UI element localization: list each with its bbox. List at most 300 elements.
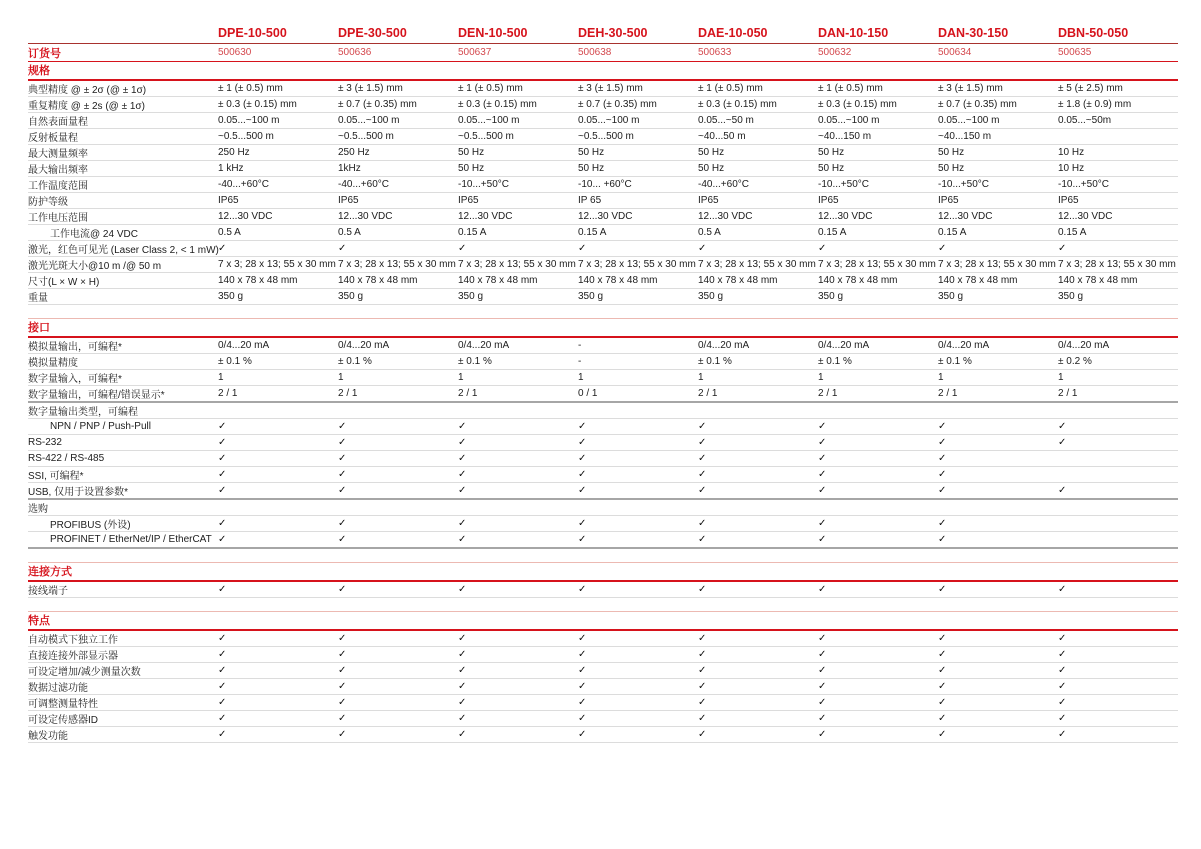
cell-value: ± 3 (± 1.5) mm [938, 83, 1003, 94]
cell-value: IP65 [338, 195, 359, 206]
column-header-model: DEH-30-500 [578, 26, 648, 40]
check-icon: ✓ [698, 518, 707, 529]
row-label: NPN / PNP / Push-Pull [50, 421, 151, 432]
cell-value: 0/4...20 mA [458, 340, 510, 351]
check-icon: ✓ [1058, 421, 1067, 432]
check-icon: ✓ [938, 534, 947, 545]
check-icon: ✓ [938, 681, 947, 692]
cell-value: ± 1.8 (± 0.9) mm [1058, 99, 1132, 110]
check-icon: ✓ [578, 713, 587, 724]
cell-value: 50 Hz [698, 163, 725, 174]
cell-value: ± 0.3 (± 0.15) mm [458, 99, 537, 110]
cell-value: ± 0.1 % [938, 356, 972, 367]
check-icon: ✓ [578, 485, 587, 496]
check-icon: ✓ [338, 534, 347, 545]
check-icon: ✓ [218, 243, 227, 254]
order-number-value: 500632 [818, 47, 852, 58]
row-label: 尺寸(L × W × H) [28, 277, 100, 288]
order-number-value: 500633 [698, 47, 732, 58]
check-icon: ✓ [1058, 437, 1067, 448]
check-icon: ✓ [818, 633, 827, 644]
row-label: 典型精度 @ ± 2σ (@ ± 1σ) [28, 85, 147, 96]
cell-value: ± 0.1 % [818, 356, 852, 367]
table-row [28, 225, 1178, 241]
cell-value: ± 0.1 % [338, 356, 372, 367]
cell-value: ± 5 (± 2.5) mm [1058, 83, 1123, 94]
order-number-value: 500637 [458, 47, 492, 58]
section-title-interface: 接口 [28, 319, 1178, 338]
check-icon: ✓ [938, 633, 947, 644]
cell-value: 350 g [698, 291, 724, 302]
check-icon: ✓ [458, 469, 467, 480]
cell-value: -40...+60°C [218, 179, 269, 190]
section-specs [28, 62, 1178, 305]
cell-value: ~40...150 m [818, 131, 872, 142]
table-row [28, 81, 1178, 97]
cell-value: ~0.5...500 m [338, 131, 394, 142]
cell-value: ± 0.1 % [698, 356, 732, 367]
cell-value: -10... +60°C [578, 179, 632, 190]
cell-value: IP65 [698, 195, 719, 206]
cell-value: 350 g [818, 291, 844, 302]
row-label: PROFIBUS (外设) [50, 520, 131, 531]
table-row [28, 451, 1178, 467]
cell-value: IP65 [1058, 195, 1079, 206]
cell-value: ± 3 (± 1.5) mm [578, 83, 643, 94]
row-label: PROFINET / EtherNet/IP / EtherCAT [50, 534, 212, 545]
row-label: 数字量输入，可编程* [28, 374, 122, 385]
check-icon: ✓ [578, 453, 587, 464]
column-header-model: DPE-30-500 [338, 26, 407, 40]
cell-value: 1 [218, 372, 224, 383]
row-label: 工作电压范围 [28, 213, 88, 224]
check-icon: ✓ [218, 421, 227, 432]
check-icon: ✓ [578, 649, 587, 660]
table-row [28, 354, 1178, 370]
check-icon: ✓ [458, 665, 467, 676]
check-icon: ✓ [1058, 485, 1067, 496]
cell-value: 0.05...~100 m [458, 115, 520, 126]
check-icon: ✓ [458, 518, 467, 529]
cell-value: 0.15 A [578, 227, 607, 238]
cell-value: 12...30 VDC [458, 211, 513, 222]
cell-value: 0.05...~100 m [578, 115, 640, 126]
table-row [28, 273, 1178, 289]
cell-value: 0/4...20 mA [698, 340, 750, 351]
row-label: RS-232 [28, 437, 62, 448]
table-row [28, 483, 1178, 500]
cell-value: 2 / 1 [938, 388, 958, 399]
table-row [28, 209, 1178, 225]
check-icon: ✓ [218, 437, 227, 448]
cell-value: -10...+50°C [938, 179, 989, 190]
check-icon: ✓ [458, 243, 467, 254]
cell-value: 140 x 78 x 48 mm [218, 275, 298, 286]
row-label: 触发功能 [28, 731, 68, 742]
cell-value: 0.05...~100 m [938, 115, 1000, 126]
cell-value: 0.5 A [218, 227, 241, 238]
table-row [28, 257, 1178, 273]
cell-value: 0.05...~100 m [818, 115, 880, 126]
check-icon: ✓ [818, 729, 827, 740]
table-row [28, 97, 1178, 113]
row-label: 可调整测量特性 [28, 699, 98, 710]
check-icon: ✓ [578, 729, 587, 740]
cell-value: 140 x 78 x 48 mm [698, 275, 778, 286]
cell-value: 350 g [338, 291, 364, 302]
check-icon: ✓ [218, 649, 227, 660]
order-number-value: 500638 [578, 47, 612, 58]
check-icon: ✓ [818, 713, 827, 724]
cell-value: 350 g [458, 291, 484, 302]
check-icon: ✓ [818, 518, 827, 529]
cell-value: -10...+50°C [818, 179, 869, 190]
check-icon: ✓ [1058, 681, 1067, 692]
check-icon: ✓ [938, 729, 947, 740]
cell-value: 0/4...20 mA [218, 340, 270, 351]
cell-value: 7 x 3; 28 x 13; 55 x 30 mm [458, 259, 576, 270]
check-icon: ✓ [338, 469, 347, 480]
check-icon: ✓ [818, 243, 827, 254]
cell-value: 250 Hz [338, 147, 370, 158]
cell-value: 140 x 78 x 48 mm [818, 275, 898, 286]
cell-value: - [578, 340, 582, 351]
cell-value: 2 / 1 [338, 388, 358, 399]
check-icon: ✓ [458, 649, 467, 660]
check-icon: ✓ [938, 243, 947, 254]
check-icon: ✓ [578, 534, 587, 545]
cell-value: ± 1 (± 0.5) mm [818, 83, 883, 94]
check-icon: ✓ [938, 485, 947, 496]
check-icon: ✓ [218, 534, 227, 545]
check-icon: ✓ [698, 534, 707, 545]
check-icon: ✓ [218, 584, 227, 595]
check-icon: ✓ [938, 649, 947, 660]
cell-value: -10...+50°C [1058, 179, 1109, 190]
check-icon: ✓ [818, 485, 827, 496]
check-icon: ✓ [338, 729, 347, 740]
check-icon: ✓ [938, 713, 947, 724]
check-icon: ✓ [698, 633, 707, 644]
check-icon: ✓ [1058, 649, 1067, 660]
row-label: 最大输出频率 [28, 165, 88, 176]
check-icon: ✓ [578, 518, 587, 529]
check-icon: ✓ [1058, 584, 1067, 595]
check-icon: ✓ [1058, 243, 1067, 254]
check-icon: ✓ [218, 665, 227, 676]
check-icon: ✓ [1058, 633, 1067, 644]
row-label: 直接连接外部显示器 [28, 651, 118, 662]
cell-value: 50 Hz [578, 147, 605, 158]
row-label: SSI, 可编程* [28, 471, 84, 482]
order-number-label: 订货号 [28, 47, 61, 60]
order-number-value: 500635 [1058, 47, 1092, 58]
check-icon: ✓ [698, 453, 707, 464]
cell-value: 0.15 A [818, 227, 847, 238]
check-icon: ✓ [218, 681, 227, 692]
cell-value: ~0.5...500 m [218, 131, 274, 142]
cell-value: 12...30 VDC [698, 211, 753, 222]
order-number-row [28, 44, 1178, 62]
row-group-label: 数字量输出类型，可编程 [28, 407, 138, 418]
cell-value: IP65 [218, 195, 239, 206]
check-icon: ✓ [698, 421, 707, 432]
order-number-value: 500636 [338, 47, 372, 58]
table-row [28, 582, 1178, 598]
check-icon: ✓ [338, 649, 347, 660]
cell-value: 2 / 1 [1058, 388, 1078, 399]
check-icon: ✓ [938, 453, 947, 464]
cell-value: ± 0.7 (± 0.35) mm [338, 99, 417, 110]
cell-value: 50 Hz [938, 163, 965, 174]
row-label: 接线端子 [28, 586, 68, 597]
row-label: 重复精度 @ ± 2s (@ ± 1σ) [28, 101, 145, 112]
cell-value: 12...30 VDC [818, 211, 873, 222]
cell-value: ± 0.7 (± 0.35) mm [938, 99, 1017, 110]
cell-value: 350 g [218, 291, 244, 302]
check-icon: ✓ [818, 469, 827, 480]
table-row [28, 467, 1178, 483]
section-title-specs: 规格 [28, 62, 1178, 81]
table-row [28, 177, 1178, 193]
cell-value: 12...30 VDC [578, 211, 633, 222]
row-label: 最大测量频率 [28, 149, 88, 160]
check-icon: ✓ [1058, 665, 1067, 676]
table-row [28, 711, 1178, 727]
cell-value: IP65 [458, 195, 479, 206]
row-label: 反射板量程 [28, 133, 78, 144]
check-icon: ✓ [578, 697, 587, 708]
check-icon: ✓ [458, 421, 467, 432]
check-icon: ✓ [698, 649, 707, 660]
table-row [28, 532, 1178, 549]
cell-value: 1kHz [338, 163, 361, 174]
row-group-label: 选购 [28, 504, 48, 515]
check-icon: ✓ [458, 453, 467, 464]
check-icon: ✓ [938, 665, 947, 676]
section-connection [28, 562, 1178, 598]
cell-value: IP 65 [578, 195, 602, 206]
cell-value: 12...30 VDC [938, 211, 993, 222]
row-label: 可设定增加/减少测量次数 [28, 667, 141, 678]
table-row [28, 419, 1178, 435]
cell-value: 0.05...~50m [1058, 115, 1112, 126]
check-icon: ✓ [818, 421, 827, 432]
cell-value: 1 [338, 372, 344, 383]
cell-value: 50 Hz [458, 163, 485, 174]
table-row [28, 403, 1178, 419]
cell-value: 1 [458, 372, 464, 383]
table-row [28, 631, 1178, 647]
row-label: 模拟量精度 [28, 358, 78, 369]
check-icon: ✓ [698, 584, 707, 595]
cell-value: ± 0.3 (± 0.15) mm [698, 99, 777, 110]
order-number-value: 500634 [938, 47, 972, 58]
table-row [28, 145, 1178, 161]
cell-value: - [578, 356, 582, 367]
table-row [28, 113, 1178, 129]
check-icon: ✓ [578, 633, 587, 644]
cell-value: ± 1 (± 0.5) mm [698, 83, 763, 94]
table-row [28, 647, 1178, 663]
cell-value: ~40...50 m [698, 131, 746, 142]
cell-value: 2 / 1 [698, 388, 718, 399]
row-label: 激光光斑大小@10 m /@ 50 m [28, 261, 162, 272]
check-icon: ✓ [338, 697, 347, 708]
check-icon: ✓ [218, 518, 227, 529]
row-label: 自动模式下独立工作 [28, 635, 118, 646]
cell-value: 1 [698, 372, 704, 383]
row-label: 工作温度范围 [28, 181, 88, 192]
check-icon: ✓ [698, 729, 707, 740]
cell-value: 0.15 A [1058, 227, 1087, 238]
check-icon: ✓ [818, 437, 827, 448]
check-icon: ✓ [578, 584, 587, 595]
check-icon: ✓ [458, 681, 467, 692]
table-sections [28, 62, 1178, 743]
column-header-model: DAN-30-150 [938, 26, 1009, 40]
check-icon: ✓ [698, 713, 707, 724]
check-icon: ✓ [578, 681, 587, 692]
cell-value: ± 0.2 % [1058, 356, 1092, 367]
check-icon: ✓ [578, 469, 587, 480]
check-icon: ✓ [338, 453, 347, 464]
cell-value: ~0.5...500 m [458, 131, 514, 142]
cell-value: 0.15 A [938, 227, 967, 238]
cell-value: 2 / 1 [818, 388, 838, 399]
cell-value: 1 [578, 372, 584, 383]
cell-value: 7 x 3; 28 x 13; 55 x 30 mm [938, 259, 1056, 270]
cell-value: 0.05...~100 m [338, 115, 400, 126]
check-icon: ✓ [578, 665, 587, 676]
check-icon: ✓ [698, 437, 707, 448]
row-label: 工作电流@ 24 VDC [50, 229, 138, 240]
row-label: 数据过滤功能 [28, 683, 88, 694]
cell-value: IP65 [818, 195, 839, 206]
cell-value: ± 3 (± 1.5) mm [338, 83, 403, 94]
cell-value: 50 Hz [818, 163, 845, 174]
check-icon: ✓ [338, 485, 347, 496]
cell-value: 0.5 A [338, 227, 361, 238]
cell-value: 350 g [578, 291, 604, 302]
check-icon: ✓ [818, 649, 827, 660]
check-icon: ✓ [938, 697, 947, 708]
table-row [28, 370, 1178, 386]
cell-value: 0 / 1 [578, 388, 598, 399]
cell-value: 0/4...20 mA [818, 340, 870, 351]
table-row [28, 289, 1178, 305]
cell-value: ± 0.3 (± 0.15) mm [218, 99, 297, 110]
cell-value: 1 [938, 372, 944, 383]
cell-value: -40...+60°C [698, 179, 749, 190]
check-icon: ✓ [458, 534, 467, 545]
check-icon: ✓ [938, 469, 947, 480]
cell-value: 2 / 1 [218, 388, 238, 399]
table-row [28, 727, 1178, 743]
order-number-value: 500630 [218, 47, 252, 58]
cell-value: 12...30 VDC [218, 211, 273, 222]
check-icon: ✓ [338, 584, 347, 595]
cell-value: ± 0.1 % [218, 356, 252, 367]
cell-value: 10 Hz [1058, 147, 1085, 158]
column-header-model: DAE-10-050 [698, 26, 768, 40]
cell-value: 350 g [938, 291, 964, 302]
check-icon: ✓ [458, 584, 467, 595]
check-icon: ✓ [218, 697, 227, 708]
table-row [28, 663, 1178, 679]
check-icon: ✓ [698, 681, 707, 692]
check-icon: ✓ [458, 713, 467, 724]
check-icon: ✓ [458, 633, 467, 644]
table-row [28, 695, 1178, 711]
cell-value: 140 x 78 x 48 mm [578, 275, 658, 286]
check-icon: ✓ [338, 665, 347, 676]
cell-value: 1 kHz [218, 163, 244, 174]
table-row [28, 386, 1178, 403]
check-icon: ✓ [458, 729, 467, 740]
column-header-model: DPE-10-500 [218, 26, 287, 40]
cell-value: 50 Hz [938, 147, 965, 158]
check-icon: ✓ [818, 453, 827, 464]
check-icon: ✓ [458, 485, 467, 496]
cell-value: 250 Hz [218, 147, 250, 158]
column-header-model: DAN-10-150 [818, 26, 889, 40]
cell-value: 7 x 3; 28 x 13; 55 x 30 mm [578, 259, 696, 270]
cell-value: 0.5 A [698, 227, 721, 238]
check-icon: ✓ [338, 713, 347, 724]
check-icon: ✓ [1058, 697, 1067, 708]
check-icon: ✓ [698, 243, 707, 254]
check-icon: ✓ [818, 665, 827, 676]
check-icon: ✓ [338, 437, 347, 448]
check-icon: ✓ [338, 681, 347, 692]
cell-value: 7 x 3; 28 x 13; 55 x 30 mm [818, 259, 936, 270]
row-label: 重量 [28, 293, 48, 304]
check-icon: ✓ [938, 518, 947, 529]
check-icon: ✓ [578, 243, 587, 254]
cell-value: ± 0.1 % [458, 356, 492, 367]
cell-value: 1 [1058, 372, 1064, 383]
table-row [28, 435, 1178, 451]
check-icon: ✓ [218, 713, 227, 724]
check-icon: ✓ [938, 437, 947, 448]
check-icon: ✓ [1058, 713, 1067, 724]
check-icon: ✓ [218, 469, 227, 480]
cell-value: 7 x 3; 28 x 13; 55 x 30 mm [698, 259, 816, 270]
table-row [28, 193, 1178, 209]
check-icon: ✓ [698, 469, 707, 480]
section-interface [28, 318, 1178, 549]
cell-value: 7 x 3; 28 x 13; 55 x 30 mm [1058, 259, 1176, 270]
cell-value: 1 [818, 372, 824, 383]
check-icon: ✓ [698, 485, 707, 496]
cell-value: 50 Hz [698, 147, 725, 158]
row-label: 激光，红色可见光 (Laser Class 2, < 1 mW) [28, 245, 219, 256]
section-title-features: 特点 [28, 612, 1178, 631]
cell-value: 140 x 78 x 48 mm [458, 275, 538, 286]
cell-value: 7 x 3; 28 x 13; 55 x 30 mm [218, 259, 336, 270]
check-icon: ✓ [698, 665, 707, 676]
row-label: USB, 仅用于设置参数* [28, 487, 129, 498]
table-row [28, 679, 1178, 695]
cell-value: 12...30 VDC [338, 211, 393, 222]
cell-value: 0/4...20 mA [938, 340, 990, 351]
table-row [28, 500, 1178, 516]
check-icon: ✓ [818, 534, 827, 545]
cell-value: ± 0.7 (± 0.35) mm [578, 99, 657, 110]
check-icon: ✓ [938, 421, 947, 432]
check-icon: ✓ [818, 584, 827, 595]
